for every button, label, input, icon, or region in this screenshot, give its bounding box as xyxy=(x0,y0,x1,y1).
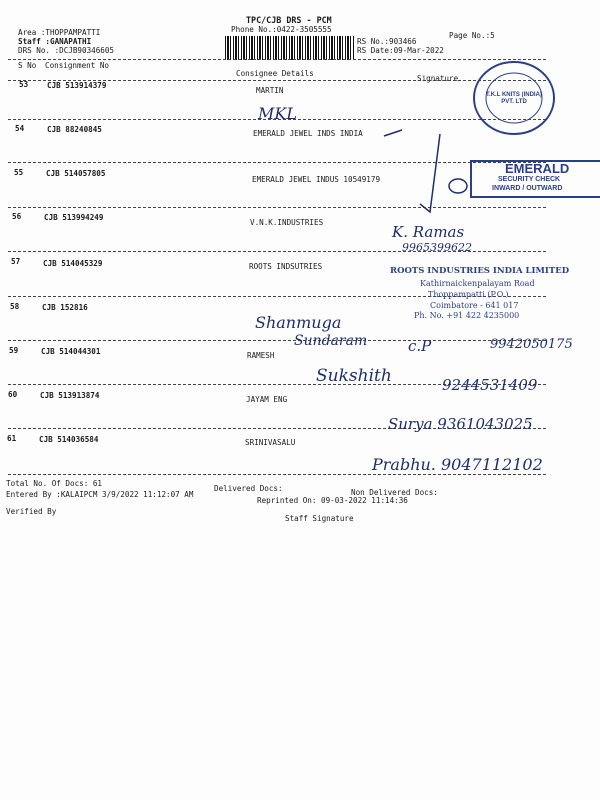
document-title: TPC/CJB DRS - PCM xyxy=(246,15,332,25)
column-signature: Signature xyxy=(417,74,459,83)
row-consignee: V.N.K.INDUSTRIES xyxy=(250,218,324,227)
row-consignment: CJB 152816 xyxy=(42,303,88,312)
phone-number: Phone No.:0422-3505555 xyxy=(231,25,332,34)
roots-stamp-name: ROOTS INDUSTRIES INDIA LIMITED xyxy=(390,266,570,276)
row-sno: 55 xyxy=(14,168,24,177)
row-sno: 60 xyxy=(8,390,18,399)
rs-number: RS No.:903466 xyxy=(357,37,417,46)
delivered-docs: Delivered Docs: xyxy=(214,484,283,493)
emerald-stamp-line: SECURITY CHECK xyxy=(498,176,561,183)
non-delivered-docs: Non Delivered Docs: xyxy=(351,488,438,497)
handwritten-signature-strokes xyxy=(380,122,470,222)
reprinted-on: Reprinted On: 09-03-2022 11:14:36 xyxy=(257,496,408,505)
total-docs: Total No. Of Docs: 61 xyxy=(6,479,103,488)
row-sno: 61 xyxy=(7,434,17,443)
row-consignee: JAYAM ENG xyxy=(246,395,288,404)
handwritten-name: Sundaram xyxy=(294,333,368,349)
rs-date: RS Date:09-Mar-2022 xyxy=(357,46,444,55)
roots-stamp-line: Coimbatore - 641 017 xyxy=(430,301,519,310)
row-consignment: CJB 514045329 xyxy=(43,259,103,268)
roots-stamp-line: Kathirnaickenpalayam Road xyxy=(420,279,535,288)
row-consignee: MARTIN xyxy=(256,86,284,95)
row-divider xyxy=(8,474,546,475)
staff-label: Staff :GANAPATHI xyxy=(18,37,92,46)
handwritten-phone: 9942050175 xyxy=(490,337,573,352)
row-consignment: CJB 514036584 xyxy=(39,435,99,444)
barcode xyxy=(225,36,355,60)
row-sno: 59 xyxy=(9,346,19,355)
verified-by: Verified By xyxy=(6,507,57,516)
row-sno: 56 xyxy=(12,212,22,221)
handwritten-signature: Sukshith xyxy=(316,366,392,386)
row-consignment: CJB 88240845 xyxy=(47,125,102,134)
handwritten-name: K. Ramas xyxy=(392,223,465,241)
row-consignment: CJB 514057805 xyxy=(46,169,106,178)
row-divider xyxy=(8,340,546,341)
row-sno: 58 xyxy=(10,302,20,311)
row-sno: 53 xyxy=(19,80,29,89)
column-consignee: Consignee Details xyxy=(236,69,314,78)
handwritten-initials: MKL xyxy=(258,104,297,123)
row-consignment: CJB 513994249 xyxy=(44,213,104,222)
row-sno: 57 xyxy=(11,257,21,266)
row-consignee: ROOTS INDSUTRIES xyxy=(249,262,323,271)
roots-stamp-line: Thoppampatti (P.O.) xyxy=(428,290,509,299)
row-consignment: CJB 513913874 xyxy=(40,391,100,400)
emerald-stamp-title: EMERALD xyxy=(505,161,570,176)
tkl-stamp-text: T.K.L KNITS (INDIA) PVT. LTD xyxy=(486,92,542,105)
column-sno: S No xyxy=(18,61,37,70)
row-consignment: CJB 513914379 xyxy=(47,81,107,90)
divider xyxy=(8,59,546,60)
row-sno: 54 xyxy=(15,124,25,133)
area-label: Area :THOPPAMPATTI xyxy=(18,28,101,37)
row-consignee: EMERALD JEWEL INDUS 10549179 xyxy=(252,175,381,184)
handwritten-phone: 9965399622 xyxy=(402,241,472,254)
row-consignee: EMERALD JEWEL INDS INDIA xyxy=(253,129,363,138)
handwritten-phone: 9244531409 xyxy=(442,376,538,394)
row-consignee: SRINIVASALU xyxy=(245,438,296,447)
handwritten-name: Shanmuga xyxy=(255,313,342,332)
handwritten-name-phone: Surya 9361043025 xyxy=(388,415,533,433)
entered-by: Entered By :KALAIPCM 3/9/2022 11:12:07 AM xyxy=(6,490,194,499)
row-consignee: RAMESH xyxy=(247,351,275,360)
emerald-stamp-line: INWARD / OUTWARD xyxy=(492,185,563,192)
roots-stamp-line: Ph. No. +91 422 4235000 xyxy=(414,311,520,320)
drs-number: DRS No. :DCJB90346605 xyxy=(18,46,115,55)
row-consignment: CJB 514044301 xyxy=(41,347,101,356)
handwritten-name-phone: Prabhu. 9047112102 xyxy=(372,455,543,474)
staff-signature-label: Staff Signature xyxy=(285,514,354,523)
column-consignment: Consignment No xyxy=(45,61,110,70)
page-number: Page No.:5 xyxy=(449,31,495,40)
handwritten-initials: c.P xyxy=(408,337,432,355)
